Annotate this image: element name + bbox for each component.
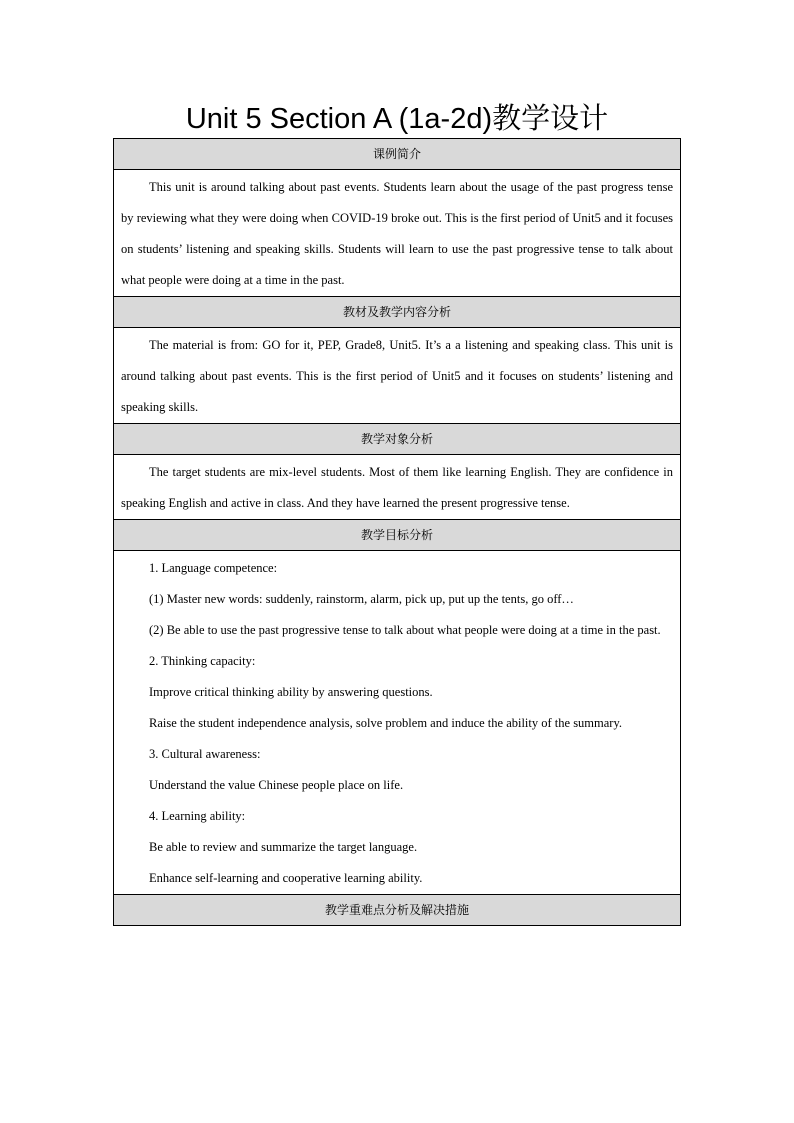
paragraph: The material is from: GO for it, PEP, Grade8, Unit5. It’s a a listening and speaking class. This unit is around talking about past events. This is the first period of Unit5 and it focuses on students’ listening and speaking skills. (121, 338, 673, 414)
objective-item: 2. Thinking capacity: (149, 654, 256, 668)
paragraph: The target students are mix-level students. Most of them like learning English. They are confidence in speaking English and active in class. And they have learned the present progressive tense. (121, 465, 673, 510)
objective-item: 3. Cultural awareness: (149, 747, 261, 761)
document-title: Unit 5 Section A (1a-2d)教学设计 (185, 103, 609, 135)
lesson-plan-table (113, 138, 681, 926)
objective-item: (1) Master new words: suddenly, rainstorm, alarm, pick up, put up the tents, go off… (149, 592, 574, 606)
objective-item: (2) Be able to use the past progressive tense to talk about what people were doing at a time in the past. (149, 623, 661, 637)
section-heading-teaching-objectives: 教学目标分析 (114, 520, 681, 551)
objective-item: Enhance self-learning and cooperative learning ability. (149, 871, 423, 885)
objective-item: Improve critical thinking ability by answering questions. (149, 685, 433, 699)
objective-item: 4. Learning ability: (149, 809, 246, 823)
section-body-teaching-objectives (114, 551, 681, 895)
section-body-material-analysis (114, 328, 681, 424)
section-heading-key-difficulties: 教学重难点分析及解决措施 (114, 895, 681, 926)
objective-item: 1. Language competence: (149, 561, 278, 575)
section-heading-course-intro: 课例简介 (114, 139, 681, 170)
section-heading-student-analysis: 教学对象分析 (114, 424, 681, 455)
section-heading-material-analysis: 教材及教学内容分析 (114, 297, 681, 328)
objective-item: Understand the value Chinese people place on life. (149, 778, 404, 792)
section-body-course-intro (114, 170, 681, 297)
section-body-student-analysis (114, 455, 681, 520)
objective-item: Raise the student independence analysis, solve problem and induce the ability of the summary. (149, 716, 623, 730)
objective-item: Be able to review and summarize the target language. (149, 840, 418, 854)
paragraph: This unit is around talking about past events. Students learn about the usage of the past progress tense by reviewing what they were doing when COVID-19 broke out. This is the first period of Unit5 and it focuses on students’ listening and speaking skills. Students will learn to use the past progressive tense to talk about what people were doing at a time in the past. (121, 180, 673, 287)
